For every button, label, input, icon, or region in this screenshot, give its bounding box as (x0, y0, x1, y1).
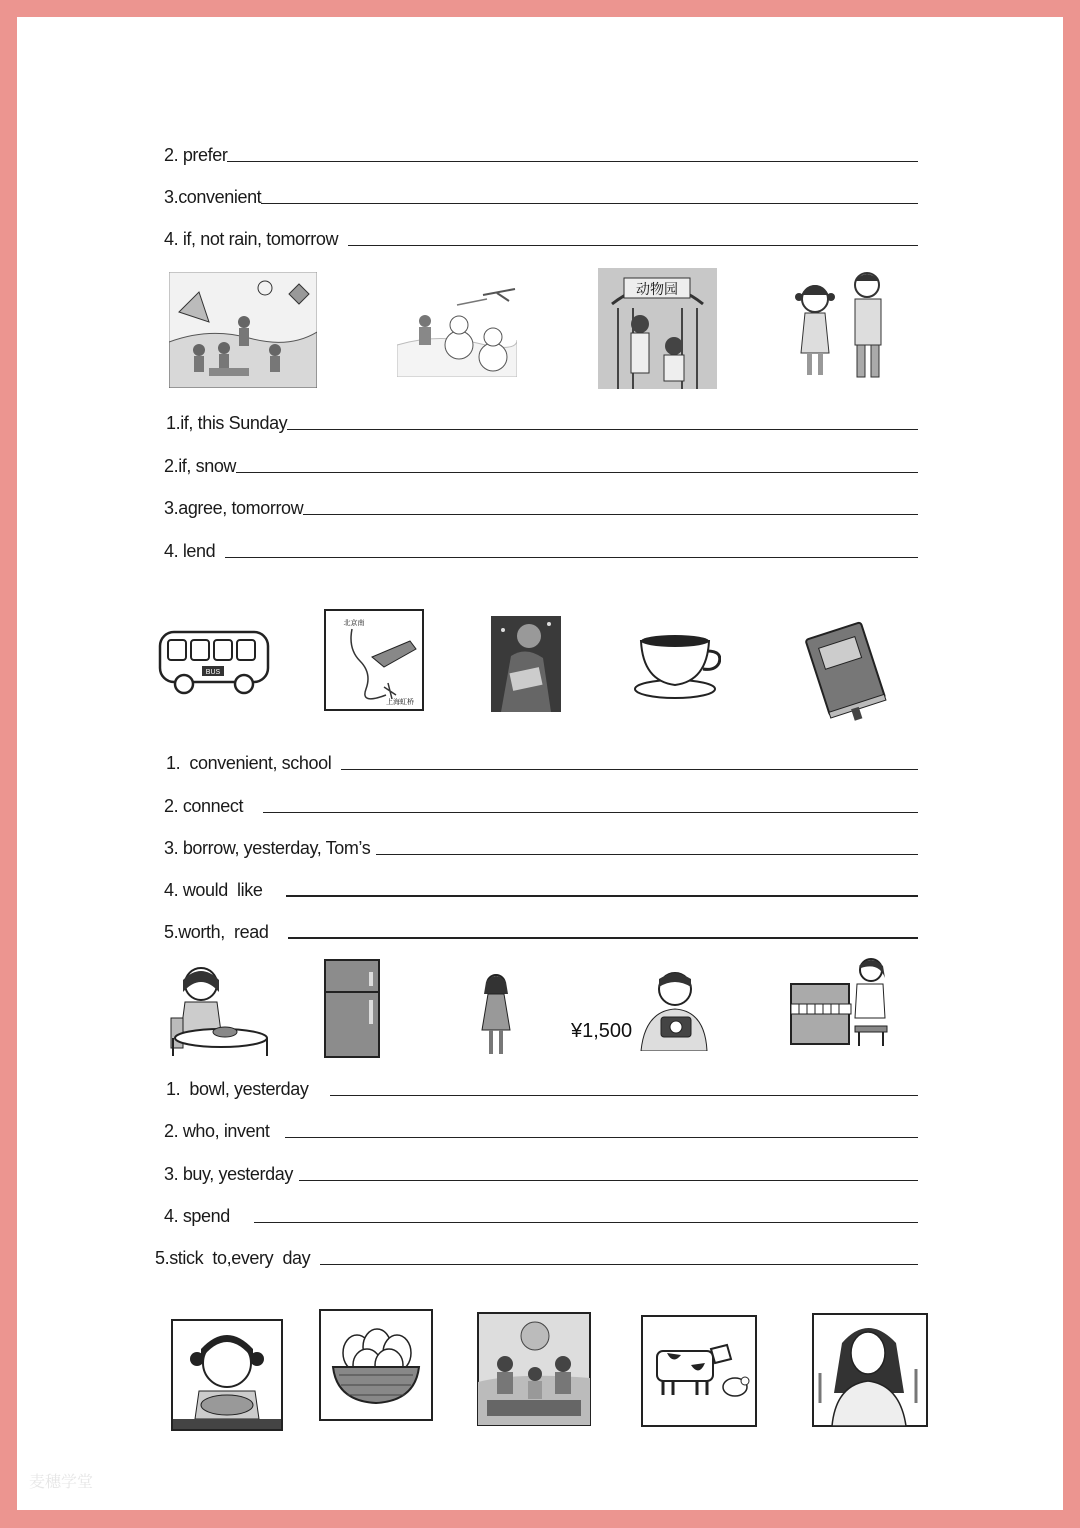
answer-line[interactable] (225, 557, 918, 558)
item-label: 5.stick to,every day (155, 1248, 311, 1268)
exercise-line (164, 537, 918, 561)
item-label: 2.if, snow (164, 456, 237, 476)
exercise-line (164, 834, 918, 858)
item-label: 1. bowl, yesterday (166, 1079, 309, 1099)
kite-picnic-picture (169, 272, 317, 388)
item-label: 4. spend (164, 1206, 230, 1226)
cow-and-sheep-picture (641, 1315, 757, 1427)
worksheet-page (17, 17, 1063, 1510)
boy-camera-picture (635, 967, 709, 1051)
item-label: 2. who, invent (164, 1121, 270, 1141)
woman-portrait-picture (812, 1313, 928, 1427)
item-label: 4. lend (164, 541, 216, 561)
item-label: 2. connect (164, 796, 244, 816)
two-children-talking-picture (787, 269, 893, 383)
answer-line[interactable] (341, 769, 918, 770)
exercise-line (164, 792, 918, 816)
item-label: 2. prefer (164, 145, 228, 165)
answer-line[interactable] (348, 245, 918, 246)
answer-line[interactable] (261, 203, 918, 204)
train-map-picture (324, 609, 424, 711)
exercise-line (164, 918, 918, 942)
answer-line[interactable] (263, 812, 918, 813)
exercise-line (164, 141, 918, 165)
watermark: 麦穗学堂 (29, 1472, 94, 1491)
bus-picture (158, 630, 270, 696)
zoo-sign-text: 动物园 (636, 282, 678, 298)
answer-line[interactable] (287, 429, 918, 430)
answer-line[interactable] (227, 161, 918, 162)
item-label: 1. convenient, school (166, 753, 332, 773)
reading-girl-picture (491, 616, 561, 712)
exercise-line (155, 1244, 918, 1268)
map-label-beijing: 北京南 (343, 619, 365, 627)
answer-line[interactable] (285, 1137, 918, 1138)
exercise-line (164, 183, 918, 207)
book-picture (803, 621, 889, 721)
girl-standing-picture (478, 972, 516, 1058)
item-label: 4. would like (164, 880, 263, 900)
answer-line[interactable] (286, 895, 918, 897)
girl-eating-picture (167, 962, 269, 1058)
item-label: 1.if, this Sunday (166, 413, 288, 433)
item-label: 5.worth, read (164, 922, 269, 942)
answer-line[interactable] (376, 854, 918, 855)
exercise-line (164, 1202, 918, 1226)
item-label: 3. borrow, yesterday, Tom’s (164, 838, 371, 858)
answer-line[interactable] (299, 1180, 918, 1181)
answer-line[interactable] (303, 514, 918, 515)
exercise-line (164, 1117, 918, 1141)
family-picnic-picture (477, 1312, 591, 1426)
girl-eating-soup-picture (171, 1319, 283, 1431)
answer-line[interactable] (254, 1222, 918, 1223)
bus-label: BUS (205, 669, 221, 676)
price-label: ¥1,500 (571, 1020, 633, 1042)
answer-line[interactable] (236, 472, 918, 473)
exercise-line (166, 749, 918, 773)
girl-piano-picture (789, 954, 889, 1048)
answer-line[interactable] (288, 937, 918, 939)
basket-of-eggs-picture (319, 1309, 433, 1421)
zoo-gate-picture (598, 268, 717, 389)
item-label: 3.agree, tomorrow (164, 498, 304, 518)
refrigerator-picture (323, 958, 381, 1059)
exercise-line (164, 876, 918, 900)
map-label-shanghai: 上海虹桥 (386, 698, 414, 706)
exercise-line (164, 225, 918, 249)
exercise-line (164, 494, 918, 518)
snowman-picture (397, 285, 517, 377)
answer-line[interactable] (320, 1264, 918, 1265)
coffee-cup-picture (633, 629, 721, 701)
exercise-line (164, 452, 918, 476)
exercise-line (166, 409, 918, 433)
item-label: 3.convenient (164, 187, 262, 207)
item-label: 4. if, not rain, tomorrow (164, 229, 339, 249)
answer-line[interactable] (330, 1095, 918, 1096)
exercise-line (164, 1160, 918, 1184)
exercise-line (166, 1075, 918, 1099)
item-label: 3. buy, yesterday (164, 1164, 293, 1184)
